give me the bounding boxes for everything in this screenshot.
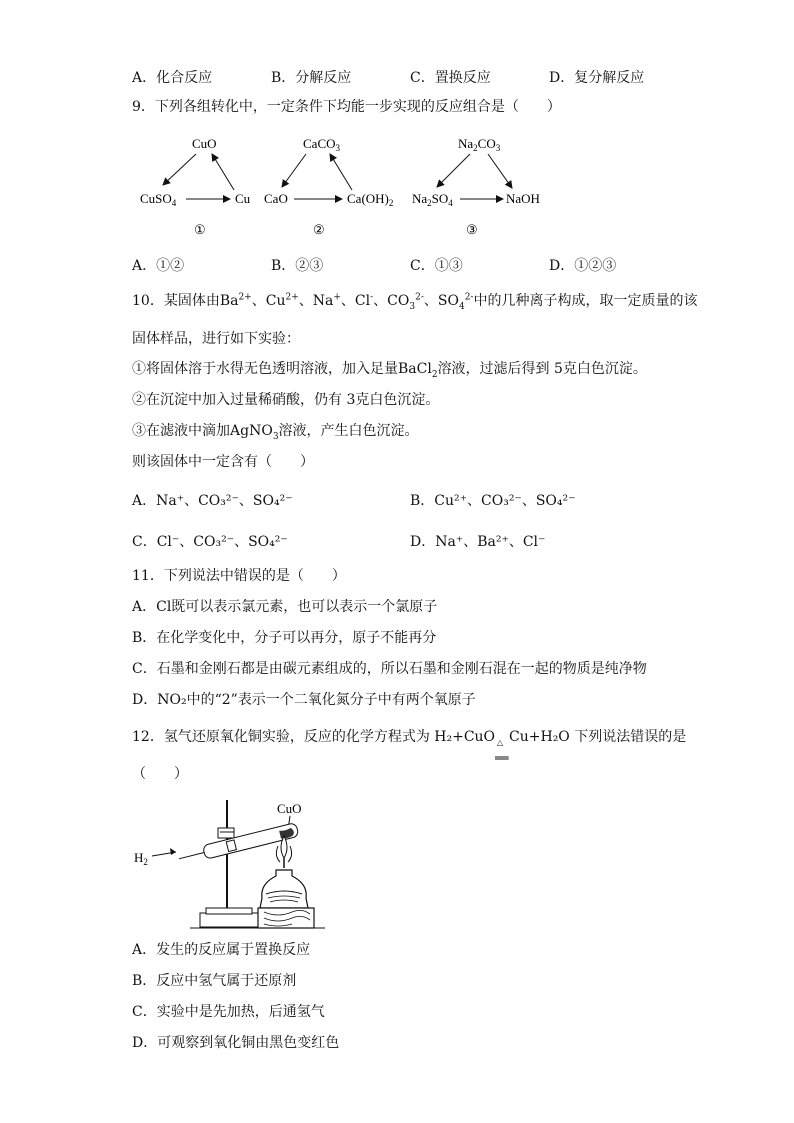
- q11-stem: 11．下列说法中错误的是（ ）: [132, 568, 346, 584]
- q9-d2-left: CaO: [264, 191, 288, 206]
- q12-paren: （ ）: [132, 766, 188, 782]
- delta-symbol: △: [497, 738, 504, 747]
- q11-option-a: A．Cl既可以表示氯元素，也可以表示一个氯原子: [132, 599, 438, 615]
- q10-step3: ③在滤液中滴加AgNO$_3$溶液，产生白色沉淀。: [132, 423, 419, 442]
- cuo-label: CuO: [277, 801, 302, 816]
- q10-step1: ①将固体溶于水得无色透明溶液，加入足量BaCl$_2$溶液，过滤后得到 5克白色沉淀。: [132, 361, 647, 380]
- q9-option-b: B．②③: [271, 258, 324, 274]
- q9-option-a: A．①②: [132, 258, 185, 274]
- q9-option-d: D．①②③: [549, 258, 617, 274]
- q12-option-b: B．反应中氢气属于还原剂: [132, 973, 297, 989]
- q9-d2-top: CaCO$_3$: [303, 136, 340, 153]
- q11-option-c: C．石墨和金刚石都是由碳元素组成的，所以石墨和金刚石混在一起的物质是纯净物: [132, 661, 647, 677]
- q8-option-b: B．分解反应: [271, 70, 352, 86]
- q12-apparatus-figure: [130, 798, 330, 933]
- q10-stem: 10．某固体由$Ba^{2+}$、$Cu^{2+}$、Na+、Cl-、$CO_3^{2-}$、$SO_4^{2-}$中的几种离子构成，取一定质量的该: [132, 292, 698, 312]
- q10-option-a: A．Na⁺、CO₃²⁻、SO₄²⁻: [132, 493, 293, 509]
- q10-option-d: D．Na⁺、Ba²⁺、Cl⁻: [410, 534, 546, 550]
- q9-d3-right: NaOH: [506, 191, 540, 206]
- q9-d1-label: ①: [194, 222, 206, 237]
- q9-d1-left: CuSO$_4$: [140, 191, 177, 208]
- q9-d2-right: $Ca(OH)_2$: [347, 191, 394, 208]
- q12-option-d: D．可观察到氧化铜由黑色变红色: [132, 1035, 340, 1051]
- q8-option-c: C．置换反应: [410, 70, 491, 86]
- q10-step2: ②在沉淀中加入过量稀硝酸，仍有 3克白色沉淀。: [132, 392, 440, 408]
- q12-option-a: A．发生的反应属于置换反应: [132, 942, 311, 958]
- q10-option-c: C．Cl⁻、CO₃²⁻、SO₄²⁻: [132, 534, 288, 550]
- q12-option-c: C．实验中是先加热，后通氢气: [132, 1004, 325, 1020]
- q11-option-b: B．在化学变化中，分子可以再分，原子不能再分: [132, 630, 437, 646]
- q9-d3-label: ③: [466, 222, 478, 237]
- q9-d3-left: $Na_2SO_4$: [412, 191, 453, 208]
- q8-option-a: A．化合反应: [132, 70, 213, 86]
- q9-stem: 9．下列各组转化中，一定条件下均能一步实现的反应组合是（ ）: [132, 99, 561, 115]
- q8-option-d: D．复分解反应: [549, 70, 645, 86]
- q9-d2-label: ②: [313, 222, 325, 237]
- q9-d1-top: CuO: [192, 136, 217, 151]
- q10-question: 则该固体中一定含有（ ）: [132, 454, 314, 470]
- q9-d3-top: $Na_2CO_3$: [458, 136, 501, 153]
- q11-option-d: D．NO₂中的“2”表示一个二氧化氮分子中有两个氧原子: [132, 692, 476, 708]
- q10-stem-cont: 固体样品，进行如下实验：: [132, 331, 300, 347]
- q9-option-c: C．①③: [410, 258, 463, 274]
- q10-option-b: B．Cu²⁺、CO₃²⁻、SO₄²⁻: [410, 493, 576, 509]
- q9-d1-right: Cu: [235, 191, 251, 206]
- h2-label: $H_2$: [134, 850, 148, 867]
- q12-stem: 12．氢气还原氧化铜实验，反应的化学方程式为 H₂+CuO △ ══ Cu+H₂O 下列说法错误的是: [132, 729, 687, 765]
- q9-diagrams: [0, 130, 794, 240]
